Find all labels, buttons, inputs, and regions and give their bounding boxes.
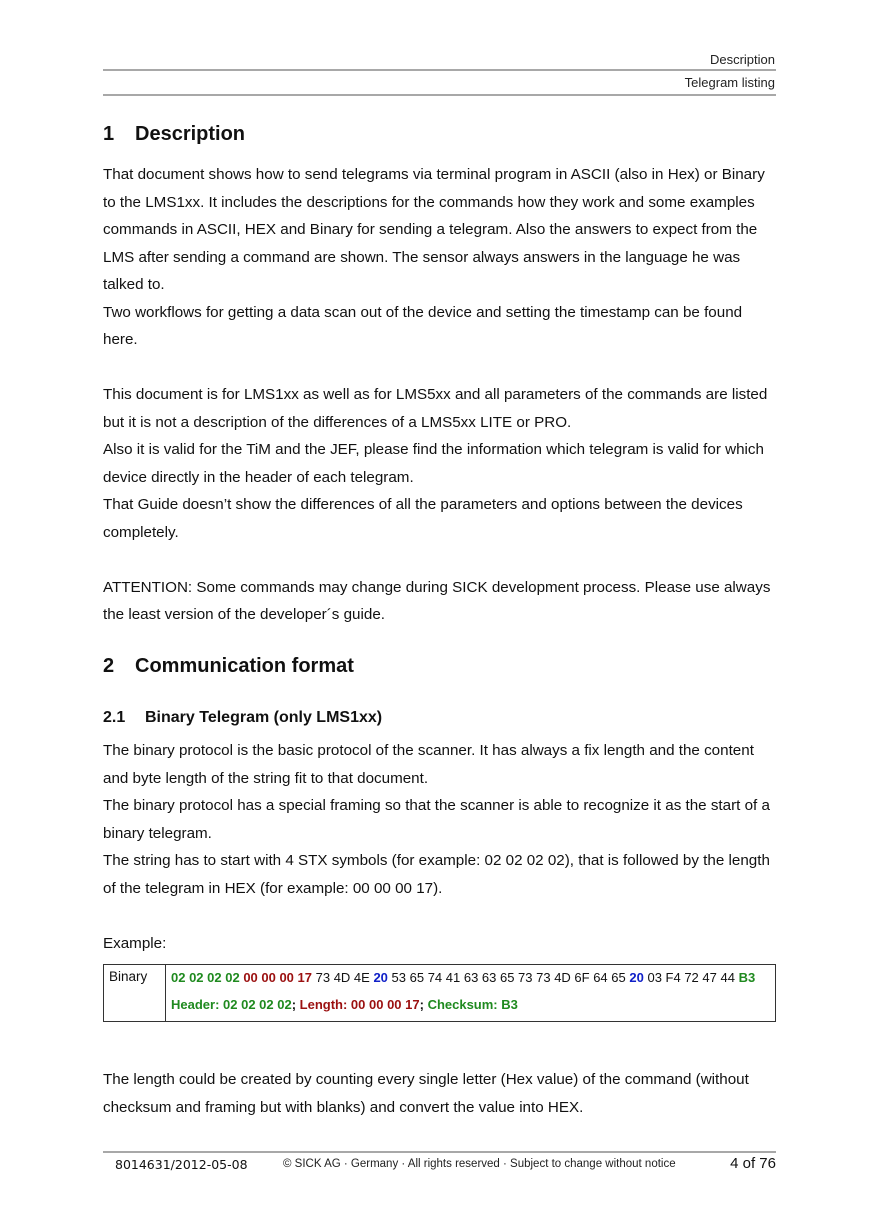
blank-byte: 20 [629,970,644,985]
header-rule-bottom [103,94,776,96]
section-number: 2 [103,655,115,677]
blank-byte: 20 [373,970,388,985]
paragraph: That Guide doesn’t show the differences of all the parameters and options between the devices completely. [103,496,743,541]
attention-paragraph: ATTENTION: Some commands may change during SICK development process. Please use always the least version of the developer´s guide. [103,578,771,623]
running-header-subtitle: Telegram listing [684,75,775,90]
page-footer [103,1157,776,1177]
checksum-byte: B3 [738,970,756,985]
byte-legend: Header: 02 02 02 02; Length: 00 00 00 17; Checksum: B3 [171,997,518,1012]
paragraph: The binary protocol has a special framing so that the scanner is able to recognize it as the start of a binary telegram. [103,797,770,842]
subsection-number: 2.1 [103,709,126,726]
paragraph: That document shows how to send telegrams via terminal program in ASCII (also in Hex) or Binary to the LMS1xx. It includes the descriptions for the commands how they work and some examples commands in ASCII, HEX and Binary for sending a telegram. Also the answers to expect from the LMS after sending a command are shown. The sensor always answers in the language he was talked to. [103,166,765,293]
paragraph: The binary protocol is the basic protocol of the scanner. It has always a fix length and the content and byte length of the string fit to that document. [103,742,754,787]
section-2-1-body [103,737,775,902]
binary-telegram-cell [166,965,776,1022]
legend-length: Length: 00 00 00 17 [299,997,420,1012]
section-title: Communication format [135,655,354,677]
section-title: Description [135,123,246,145]
section-1-body [103,161,775,629]
length-bytes: 00 00 00 17 [243,970,312,985]
paragraph: Two workflows for getting a data scan out of the device and setting the timestamp can be found here. [103,303,743,348]
section-2-heading [103,655,354,678]
section-1-heading [103,123,245,146]
command-bytes: 53 65 74 41 63 63 65 73 73 4D 6F 64 65 [391,970,626,985]
paragraph: Also it is valid for the TiM and the JEF, please find the information which telegram is valid for which device directly in the header of each telegram. [103,441,764,486]
paragraph: This document is for LMS1xx as well as for LMS5xx and all parameters of the commands are listed but it is not a description of the differences of a LMS5xx LITE or PRO. [103,386,768,431]
command-bytes: 73 4D 4E [315,970,370,985]
header-bytes: 02 02 02 02 [171,970,240,985]
table-row [104,965,776,1022]
binary-example-table [103,964,776,1022]
example-label: Example: [103,935,167,952]
section-number: 1 [103,123,115,145]
parameter-bytes: 03 F4 72 47 44 [647,970,735,985]
binary-telegram-bytes [171,969,770,986]
footer-rule [103,1151,776,1153]
table-row-label: Binary [104,965,166,1022]
document-id: 8014631/2012-05-08 [115,1157,248,1172]
closing-paragraph: The length could be created by counting every single letter (Hex value) of the command (without checksum and framing but with blanks) and convert the value into HEX. [103,1071,749,1116]
page-number: 4 of 76 [730,1155,776,1172]
copyright-notice: © SICK AG · Germany · All rights reserved · Subject to change without notice [283,1158,676,1170]
legend-checksum: Checksum: B3 [427,997,518,1012]
paragraph: The string has to start with 4 STX symbols (for example: 02 02 02 02), that is followed by the length of the telegram in HEX (for example: 00 00 00 17). [103,852,770,897]
running-header-chapter: Description [709,52,775,67]
subsection-title: Binary Telegram (only LMS1xx) [145,709,383,726]
section-2-1-heading [103,709,382,727]
legend-header: Header: 02 02 02 02 [171,997,292,1012]
header-rule-top [103,69,776,71]
